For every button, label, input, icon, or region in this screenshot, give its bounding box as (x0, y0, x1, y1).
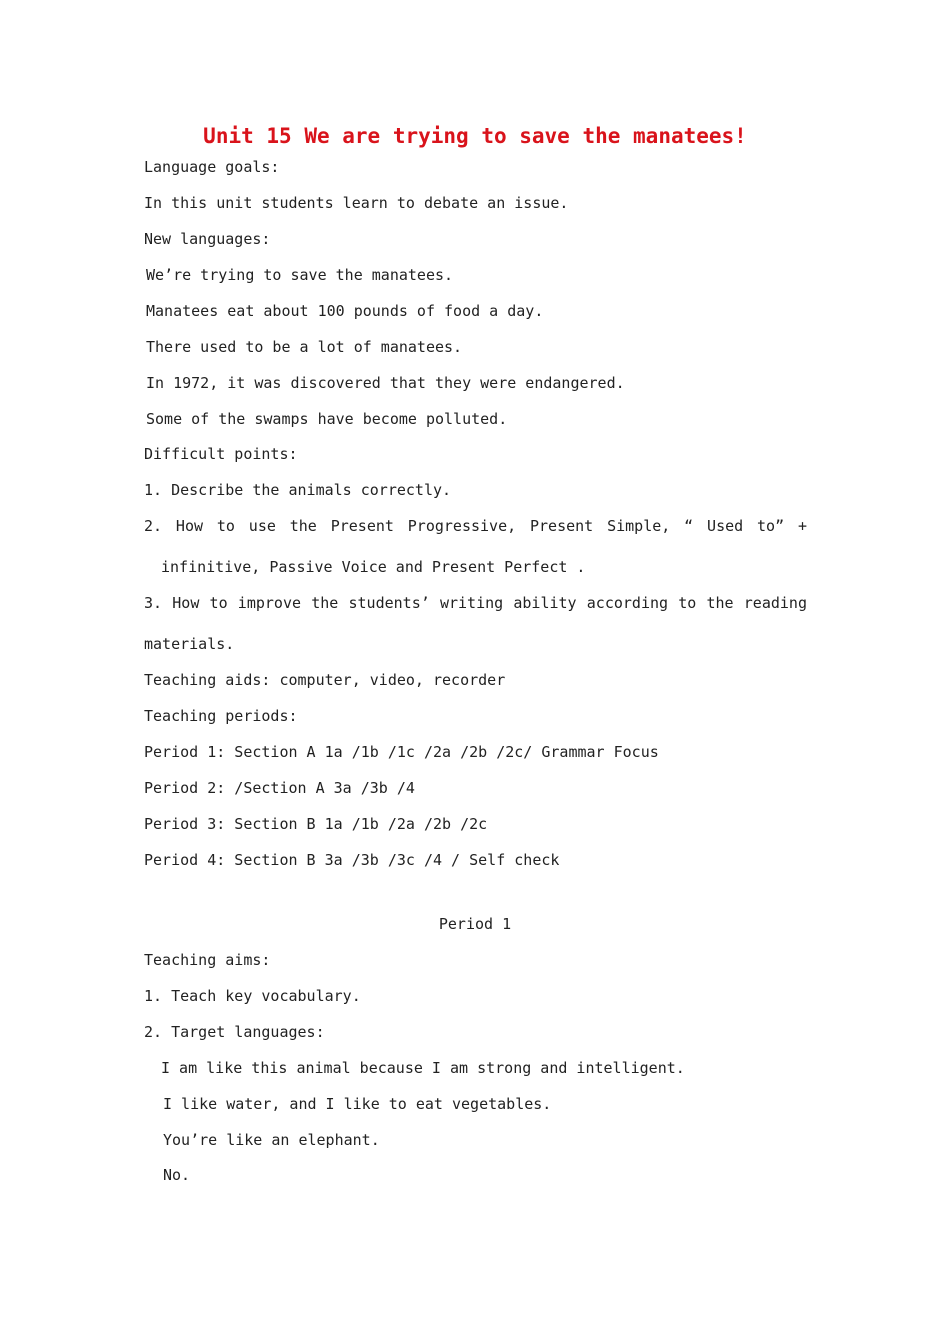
language-goals-heading: Language goals: (144, 158, 280, 176)
teaching-aim-1: 1. Teach key vocabulary. (144, 987, 361, 1005)
period-line: Period 1: Section A 1a /1b /1c /2a /2b /2c/ Grammar Focus (144, 743, 659, 761)
target-language-line: You’re like an elephant. (163, 1131, 380, 1149)
new-language-line: Some of the swamps have become polluted. (146, 410, 508, 428)
period-line: Period 3: Section B 1a /1b /2a /2b /2c (144, 815, 488, 833)
page-title: Unit 15 We are trying to save the manatees! (203, 124, 747, 148)
teaching-periods-heading: Teaching periods: (144, 707, 298, 725)
new-language-line: In 1972, it was discovered that they were endangered. (146, 374, 625, 392)
difficult-point-1: 1. Describe the animals correctly. (144, 481, 452, 499)
language-goals-text: In this unit students learn to debate an issue. (144, 194, 569, 212)
period1-heading: Period 1 (438, 915, 512, 933)
teaching-aims-heading: Teaching aims: (144, 951, 271, 969)
new-language-line: There used to be a lot of manatees. (146, 338, 463, 356)
teaching-aids: Teaching aids: computer, video, recorder (144, 671, 506, 689)
difficult-points-heading: Difficult points: (144, 445, 298, 463)
target-language-line: I like water, and I like to eat vegetables. (163, 1095, 552, 1113)
teaching-aim-2: 2. Target languages: (144, 1023, 325, 1041)
period-line: Period 2: /Section A 3a /3b /4 (144, 779, 415, 797)
difficult-point-3-line1: 3. How to improve the students’ writing ability according to the reading (144, 594, 807, 612)
difficult-point-2-line2: infinitive, Passive Voice and Present Perfect . (161, 558, 586, 576)
period-line: Period 4: Section B 3a /3b /3c /4 / Self check (144, 851, 560, 869)
target-language-line: I am like this animal because I am strong and intelligent. (161, 1059, 685, 1077)
new-language-line: Manatees eat about 100 pounds of food a day. (146, 302, 544, 320)
difficult-point-2-line1: 2. How to use the Present Progressive, Present Simple, “ Used to” + (144, 517, 807, 535)
target-language-line: No. (163, 1166, 191, 1184)
new-languages-heading: New languages: (144, 230, 271, 248)
difficult-point-3-line2: materials. (144, 635, 235, 653)
new-language-line: We’re trying to save the manatees. (146, 266, 454, 284)
